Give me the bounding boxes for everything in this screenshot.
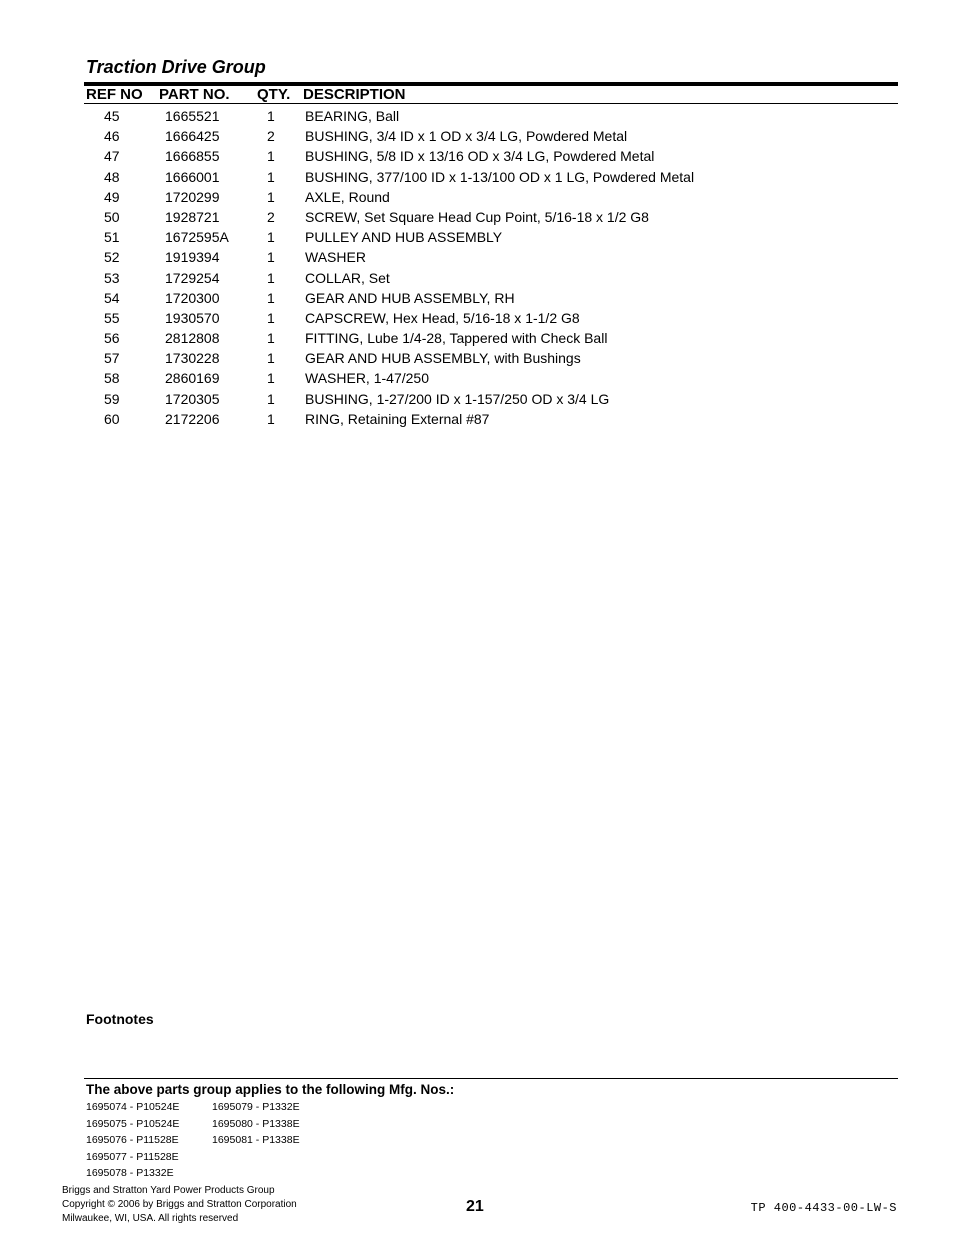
cell-ref-no: 50: [104, 208, 120, 225]
table-row: [0, 328, 954, 348]
header-divider: [84, 103, 898, 104]
company-info: [62, 1184, 297, 1226]
cell-part-no: 1665521: [165, 108, 220, 124]
cell-description: CAPSCREW, Hex Head, 5/16-18 x 1-1/2 G8: [305, 309, 580, 326]
table-row: [0, 227, 954, 247]
cell-part-no: 1720305: [165, 390, 220, 407]
table-row: [0, 389, 954, 409]
cell-qty: 1: [267, 309, 275, 326]
table-row: [0, 126, 954, 146]
footnotes-heading: Footnotes: [86, 1011, 154, 1027]
cell-part-no: 1666855: [165, 148, 220, 165]
cell-ref-no: 57: [104, 350, 120, 367]
cell-ref-no: 52: [104, 249, 120, 266]
cell-part-no: 1930570: [165, 309, 220, 326]
company-line: Milwaukee, WI, USA. All rights reserved: [62, 1213, 239, 1224]
cell-part-no: 1730228: [165, 350, 220, 367]
cell-ref-no: 51: [104, 229, 120, 246]
table-row: [0, 187, 954, 207]
cell-part-no: 1672595A: [165, 229, 229, 246]
table-row: [0, 106, 954, 126]
table-row: [0, 247, 954, 267]
cell-qty: 1: [267, 269, 275, 286]
table-row: [0, 409, 954, 429]
table-row: [0, 288, 954, 308]
cell-part-no: 1720300: [165, 289, 220, 306]
applies-heading: The above parts group applies to the following Mfg. Nos.:: [86, 1082, 455, 1097]
table-row: [0, 368, 954, 388]
cell-part-no: 2860169: [165, 370, 220, 387]
mfg-number: 1695080 - P1338E: [212, 1117, 300, 1130]
cell-part-no: 2812808: [165, 330, 220, 347]
cell-description: GEAR AND HUB ASSEMBLY, RH: [305, 289, 515, 306]
cell-ref-no: 48: [104, 168, 120, 185]
cell-ref-no: 47: [104, 148, 120, 165]
page-number: 21: [466, 1198, 484, 1215]
cell-ref-no: 45: [104, 108, 120, 124]
cell-description: BUSHING, 1-27/200 ID x 1-157/250 OD x 3/4 LG: [305, 390, 610, 407]
cell-description: BUSHING, 3/4 ID x 1 OD x 3/4 LG, Powdered Metal: [305, 128, 628, 145]
section-title: Traction Drive Group: [86, 57, 266, 77]
cell-description: BUSHING, 377/100 ID x 1-13/100 OD x 1 LG, Powdered Metal: [305, 168, 695, 185]
cell-part-no: 1919394: [165, 249, 220, 266]
cell-ref-no: 54: [104, 289, 120, 306]
cell-qty: 1: [267, 229, 275, 246]
company-line: Briggs and Stratton Yard Power Products Group: [62, 1185, 275, 1196]
cell-description: GEAR AND HUB ASSEMBLY, with Bushings: [305, 350, 581, 367]
cell-qty: 1: [267, 390, 275, 407]
table-row: [0, 146, 954, 166]
company-line: Copyright © 2006 by Briggs and Stratton Corporation: [62, 1199, 297, 1210]
cell-description: WASHER, 1-47/250: [305, 370, 429, 387]
cell-part-no: 2172206: [165, 410, 220, 427]
cell-description: SCREW, Set Square Head Cup Point, 5/16-18 x 1/2 G8: [305, 208, 649, 225]
cell-part-no: 1666425: [165, 128, 220, 145]
cell-ref-no: 49: [104, 188, 120, 205]
cell-description: WASHER: [305, 249, 366, 266]
cell-description: BUSHING, 5/8 ID x 13/16 OD x 3/4 LG, Powdered Metal: [305, 148, 655, 165]
cell-description: FITTING, Lube 1/4-28, Tappered with Check Ball: [305, 330, 608, 347]
cell-qty: 2: [267, 128, 275, 145]
header-ref-no: REF NO: [86, 86, 143, 103]
cell-description: PULLEY AND HUB ASSEMBLY: [305, 229, 503, 246]
cell-description: COLLAR, Set: [305, 269, 390, 286]
cell-qty: 1: [267, 370, 275, 387]
mfg-number: 1695076 - P11528E: [86, 1134, 179, 1146]
cell-qty: 1: [267, 410, 275, 427]
mfg-number: 1695074 - P10524E: [86, 1101, 180, 1113]
cell-qty: 1: [267, 330, 275, 347]
cell-ref-no: 56: [104, 330, 120, 347]
header-part-no: PART NO.: [159, 86, 230, 103]
cell-qty: 1: [267, 108, 275, 124]
mfg-number: 1695081 - P1338E: [212, 1134, 300, 1146]
mfg-number: 1695078 - P1332E: [86, 1167, 174, 1179]
cell-part-no: 1729254: [165, 269, 220, 286]
cell-description: RING, Retaining External #87: [305, 410, 490, 427]
table-row: [0, 268, 954, 288]
cell-part-no: 1666001: [165, 168, 220, 185]
cell-qty: 1: [267, 289, 275, 306]
table-row: [0, 308, 954, 328]
header-qty: QTY.: [257, 86, 291, 103]
cell-ref-no: 55: [104, 309, 120, 326]
footer-divider: [84, 1078, 898, 1079]
cell-description: AXLE, Round: [305, 188, 390, 205]
header-description: DESCRIPTION: [303, 86, 406, 103]
mfg-list-col2: [212, 1099, 300, 1149]
mfg-list-col1: [86, 1099, 179, 1182]
mfg-number: 1695077 - P11528E: [86, 1150, 179, 1163]
cell-part-no: 1720299: [165, 188, 220, 205]
parts-table: [0, 106, 954, 429]
cell-qty: 2: [267, 208, 275, 225]
cell-qty: 1: [267, 249, 275, 266]
document-id: TP 400-4433-00-LW-S: [750, 1201, 897, 1215]
cell-ref-no: 60: [104, 410, 120, 427]
cell-qty: 1: [267, 168, 275, 185]
cell-description: BEARING, Ball: [305, 108, 400, 124]
table-row: [0, 207, 954, 227]
cell-ref-no: 46: [104, 128, 120, 145]
table-row: [0, 167, 954, 187]
cell-qty: 1: [267, 188, 275, 205]
table-row: [0, 348, 954, 368]
cell-ref-no: 53: [104, 269, 120, 286]
mfg-number: 1695079 - P1332E: [212, 1101, 300, 1113]
mfg-number: 1695075 - P10524E: [86, 1117, 180, 1130]
cell-qty: 1: [267, 148, 275, 165]
cell-part-no: 1928721: [165, 208, 220, 225]
cell-ref-no: 58: [104, 370, 120, 387]
cell-qty: 1: [267, 350, 275, 367]
cell-ref-no: 59: [104, 390, 120, 407]
